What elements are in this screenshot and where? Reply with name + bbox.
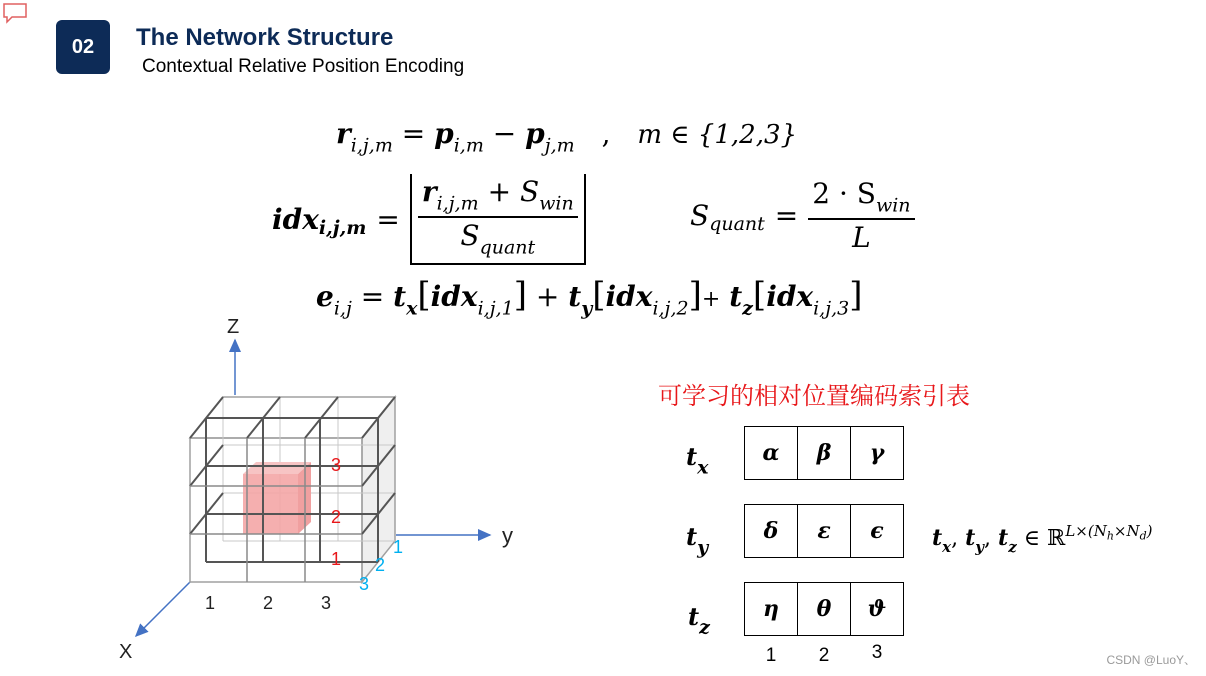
z-index-label-2: 2 <box>331 507 342 527</box>
row-label-ty: $t_y$ <box>686 522 709 559</box>
column-number-2: 2 <box>818 645 830 666</box>
x-axis-label: X <box>119 641 133 663</box>
equation-index: idx i,j,m = $\frac{r_{i,j,m} + S_{win}}{S_{quant}}$ <box>272 174 586 265</box>
y-axis-label: y <box>502 523 513 548</box>
depth-index-label-2: 2 <box>375 555 386 575</box>
row-label-tz: $t_z$ <box>688 602 710 639</box>
table-cell-lunate-epsilon: ϵ <box>850 505 903 557</box>
x-axis <box>136 582 190 636</box>
lookup-table <box>686 426 916 640</box>
z-index-label-3: 3 <box>331 455 342 475</box>
watermark: CSDN @LuoY、 <box>1106 653 1196 667</box>
table-cell-epsilon: ε <box>797 505 850 557</box>
table-row-tz <box>744 582 904 636</box>
equation-relative-position: $r_{i,j,m} = p_{i,m} - p_{j,m}$ , m ∈ {1,2,3} <box>336 117 798 157</box>
table-cell-theta: θ <box>797 583 850 635</box>
z-index-label-1: 1 <box>331 549 342 569</box>
x-index-label-3: 3 <box>321 593 332 613</box>
column-number-1: 1 <box>765 645 777 666</box>
table-cell-beta: β <box>797 427 850 479</box>
lookup-table-title: 可学习的相对位置编码索引表 <box>658 382 970 410</box>
table-cell-alpha: α <box>762 440 780 466</box>
column-number-3: 3 <box>871 642 883 663</box>
table-cell-gamma: γ <box>850 427 903 479</box>
equation-quant-step: S quant = $\frac{2 \cdot S_{win}}{L}$ <box>690 180 915 252</box>
table-cell-vartheta: ϑ <box>850 583 903 635</box>
table-cell-eta: η <box>763 596 779 622</box>
depth-index-label-3: 3 <box>359 574 370 594</box>
x-index-label-1: 1 <box>205 593 216 613</box>
section-number-badge: 02 <box>56 20 110 74</box>
table-row-ty <box>744 504 904 558</box>
cube-grid-diagram <box>0 300 560 676</box>
table-row-tx <box>744 426 904 480</box>
table-cell-delta: δ <box>763 518 779 544</box>
x-index-label-2: 2 <box>263 593 274 613</box>
comment-icon[interactable] <box>2 2 28 24</box>
equation-embedding-sum: $e_{i,j} = t_x[idx_{i,j,1}] + t_y[idx_{i,j,2}]+ t_z[idx_{i,j,3}]$ <box>316 275 863 320</box>
z-axis-label: Z <box>227 316 240 338</box>
embedding-domain-formula: $t_x$, $t_y$, $t_z$ ∈ ℝ$^{L\times(N_h\times N_d)}$ <box>932 522 1153 556</box>
row-label-tx: $t_x$ <box>686 442 709 479</box>
page-title: The Network Structure <box>136 24 394 51</box>
page-subtitle: Contextual Relative Position Encoding <box>142 56 465 77</box>
depth-index-label-1: 1 <box>393 537 404 557</box>
